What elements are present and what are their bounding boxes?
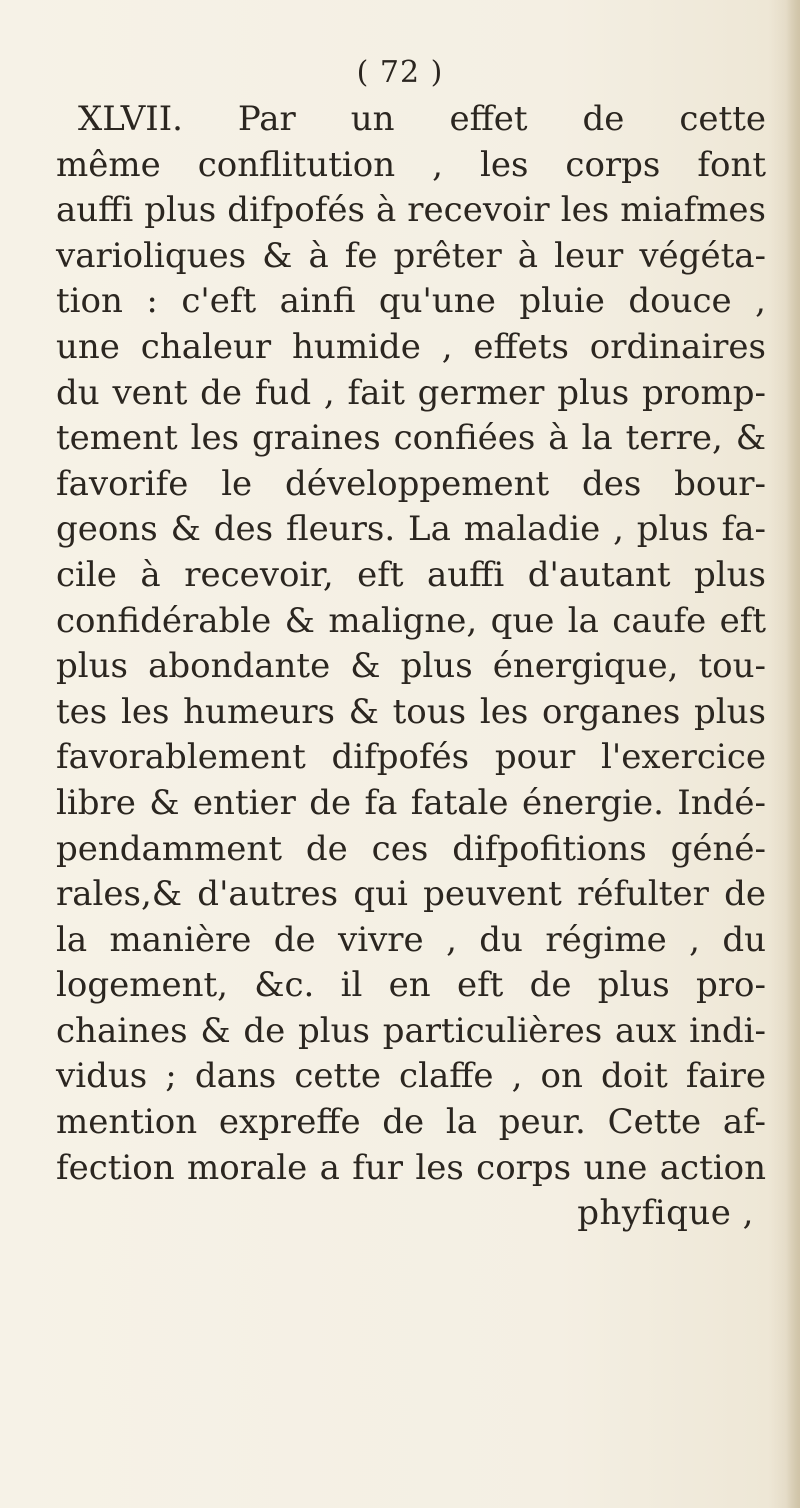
text-line: mention expreffe de la peur. Cette af- bbox=[56, 1102, 766, 1143]
body-text bbox=[56, 97, 766, 1237]
text-line: pendamment de ces difpofitions géné- bbox=[56, 828, 766, 869]
text-line: vidus ; dans cette claffe , on doit faire bbox=[56, 1056, 766, 1097]
text-line: fection morale a fur les corps une action bbox=[56, 1147, 766, 1188]
text-line: confidérable & maligne, que la caufe eft bbox=[56, 600, 766, 641]
page-edge bbox=[786, 0, 800, 1508]
text-line: varioliques & à fe prêter à leur végéta- bbox=[56, 235, 766, 276]
text-line: du vent de fud , fait germer plus promp- bbox=[56, 372, 766, 413]
page-number: ( 72 ) bbox=[356, 55, 444, 90]
text-line: une chaleur humide , effets ordinaires bbox=[56, 326, 766, 367]
text-line: auffi plus difpofés à recevoir les miafmes bbox=[56, 190, 766, 231]
catchword: phyfique , bbox=[577, 1193, 754, 1234]
text-line: tement les graines confiées à la terre, & bbox=[56, 418, 766, 459]
text-line: tion : c'eft ainfi qu'une pluie douce , bbox=[56, 281, 766, 322]
text-line: plus abondante & plus énergique, tou- bbox=[56, 646, 766, 687]
text-line: rales,& d'autres qui peuvent réfulter de bbox=[56, 874, 766, 915]
text-line: la manière de vivre , du régime , du bbox=[56, 919, 766, 960]
text-line: logement, &c. il en eft de plus pro- bbox=[56, 965, 766, 1006]
text-line: geons & des fleurs. La maladie , plus fa- bbox=[56, 509, 766, 550]
text-line: cile à recevoir, eft auffi d'autant plus bbox=[56, 554, 766, 595]
text-line: chaines & de plus particulières aux indi- bbox=[56, 1010, 766, 1051]
text-line: même conflitution , les corps font bbox=[56, 144, 766, 185]
text-line: tes les humeurs & tous les organes plus bbox=[56, 691, 766, 732]
text-line: XLVII. Par un effet de cette bbox=[78, 99, 766, 139]
text-line: favorablement difpofés pour l'exercice bbox=[56, 737, 766, 778]
text-line: libre & entier de fa fatale énergie. Indé- bbox=[56, 782, 766, 823]
text-line: favorife le développement des bour- bbox=[56, 463, 766, 504]
